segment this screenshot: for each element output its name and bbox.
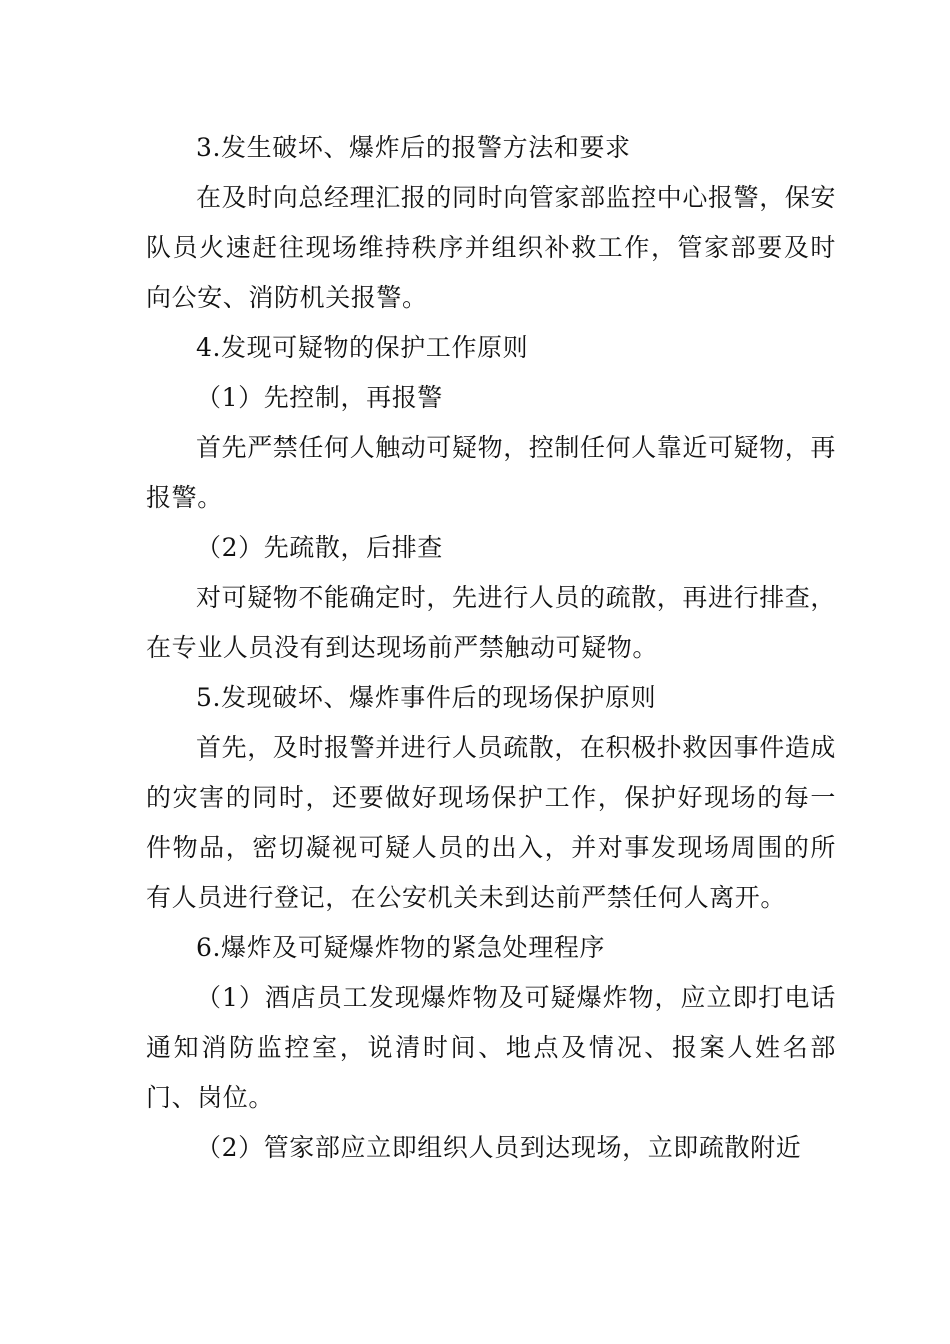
section-heading-6: 6.爆炸及可疑爆炸物的紧急处理程序 — [196, 933, 606, 962]
subheading-4-1: （1）先控制，再报警 — [196, 383, 443, 412]
paragraph: （2）管家部应立即组织人员到达现场，立即疏散附近 — [196, 1133, 802, 1162]
subheading-4-2: （2）先疏散，后排查 — [196, 533, 443, 562]
paragraph: （1）酒店员工发现爆炸物及可疑爆炸物，应立即打电话通知消防监控室，说清时间、地点及情况、报案人姓名部门、岗位。 — [146, 983, 836, 1112]
paragraph: 对可疑物不能确定时，先进行人员的疏散，再进行排查，在专业人员没有到达现场前严禁触动可疑物。 — [146, 583, 837, 662]
section-heading-5: 5.发现破坏、爆炸事件后的现场保护原则 — [196, 683, 657, 712]
section-heading-4: 4.发现可疑物的保护工作原则 — [196, 333, 529, 362]
paragraph: 在及时向总经理汇报的同时向管家部监控中心报警，保安队员火速赶往现场维持秩序并组织补救工作，管家部要及时向公安、消防机关报警。 — [146, 183, 837, 312]
document-body — [146, 123, 836, 1173]
paragraph: 首先，及时报警并进行人员疏散，在积极扑救因事件造成的灾害的同时，还要做好现场保护工作，保护好现场的每一件物品，密切凝视可疑人员的出入，并对事发现场周围的所有人员进行登记，在公安机关未到达前严禁任何人离开。 — [146, 733, 837, 912]
section-heading-3: 3.发生破坏、爆炸后的报警方法和要求 — [196, 133, 631, 162]
paragraph: 首先严禁任何人触动可疑物，控制任何人靠近可疑物，再报警。 — [146, 433, 837, 512]
